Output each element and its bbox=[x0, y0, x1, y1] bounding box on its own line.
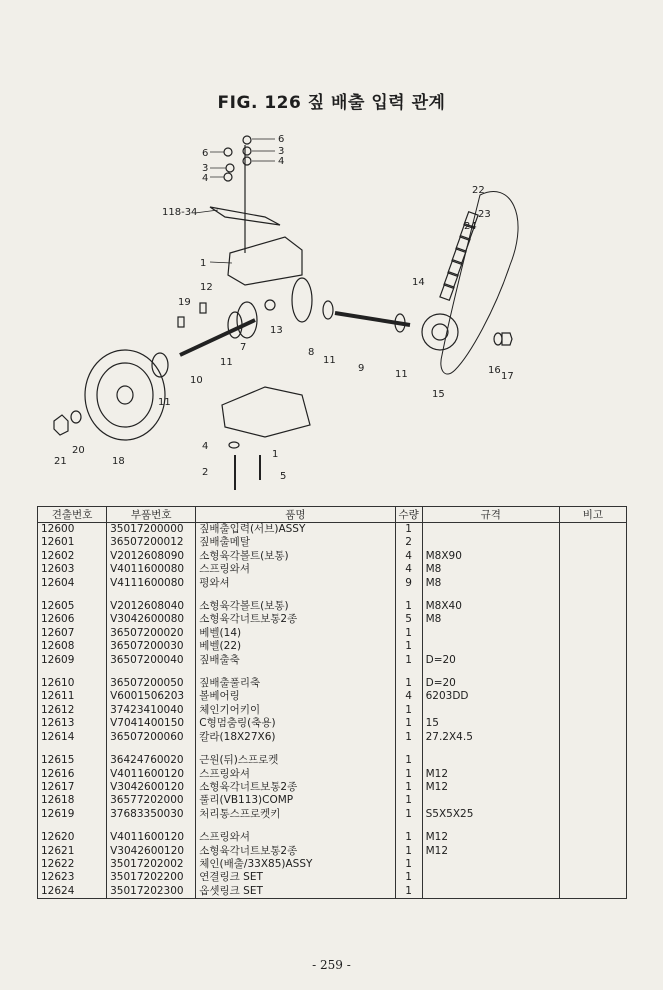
callout: 4 bbox=[278, 156, 285, 167]
table-row bbox=[38, 885, 627, 899]
cell-spec: M12 bbox=[422, 768, 559, 781]
table-row bbox=[38, 717, 627, 730]
cell-index-no: 12618 bbox=[38, 794, 107, 807]
group-spacer bbox=[38, 590, 627, 600]
cell-note bbox=[559, 640, 626, 653]
cell-spec: M12 bbox=[422, 781, 559, 794]
cell-part-name: 소형육각너트보통2종 bbox=[196, 613, 395, 626]
cell-part-name: 베벨(22) bbox=[196, 640, 395, 653]
cell-note bbox=[559, 808, 626, 821]
cell-part-no: V4011600120 bbox=[107, 831, 196, 844]
parts-table bbox=[37, 506, 627, 899]
cell-quantity: 1 bbox=[395, 871, 422, 884]
cell-quantity: 1 bbox=[395, 600, 422, 613]
diagram-canvas bbox=[40, 125, 630, 500]
cell-part-name: 베벨(14) bbox=[196, 627, 395, 640]
cell-quantity: 1 bbox=[395, 704, 422, 717]
callout: 22 bbox=[472, 185, 485, 196]
cell-spec: D=20 bbox=[422, 677, 559, 690]
table-row bbox=[38, 627, 627, 640]
cell-part-no: V3042600120 bbox=[107, 781, 196, 794]
callout: 18 bbox=[112, 456, 125, 467]
table-row bbox=[38, 808, 627, 821]
cell-part-no: 36507200060 bbox=[107, 731, 196, 744]
group-spacer bbox=[38, 744, 627, 754]
cell-part-name: 짚배출메탈 bbox=[196, 536, 395, 549]
callout: 2 bbox=[202, 467, 209, 478]
cell-part-name: 연결링크 SET bbox=[196, 871, 395, 884]
cell-index-no: 12615 bbox=[38, 754, 107, 767]
cell-index-no: 12608 bbox=[38, 640, 107, 653]
cell-part-no: 37423410040 bbox=[107, 704, 196, 717]
cell-spec: M8 bbox=[422, 577, 559, 590]
cell-note bbox=[559, 768, 626, 781]
cell-note bbox=[559, 717, 626, 730]
cell-index-no: 12622 bbox=[38, 858, 107, 871]
cell-note bbox=[559, 781, 626, 794]
cell-note bbox=[559, 550, 626, 563]
callout: 7 bbox=[240, 342, 247, 353]
header-part-name: 품명 bbox=[196, 507, 395, 523]
cell-index-no: 12602 bbox=[38, 550, 107, 563]
cell-index-no: 12611 bbox=[38, 690, 107, 703]
cell-part-no: V2012608040 bbox=[107, 600, 196, 613]
table-row bbox=[38, 858, 627, 871]
cell-quantity: 1 bbox=[395, 794, 422, 807]
table-row bbox=[38, 654, 627, 667]
cell-index-no: 12603 bbox=[38, 563, 107, 576]
callout: 5 bbox=[280, 471, 287, 482]
cell-spec bbox=[422, 627, 559, 640]
cell-part-name: 짚배출풀리축 bbox=[196, 677, 395, 690]
cell-quantity: 1 bbox=[395, 717, 422, 730]
table-row bbox=[38, 677, 627, 690]
callout: 12 bbox=[200, 282, 213, 293]
cell-part-no: 36507200030 bbox=[107, 640, 196, 653]
callout: 9 bbox=[358, 363, 365, 374]
header-spec: 규격 bbox=[422, 507, 559, 523]
table-row bbox=[38, 871, 627, 884]
cell-index-no: 12605 bbox=[38, 600, 107, 613]
cell-note bbox=[559, 690, 626, 703]
cell-part-no: 35017202002 bbox=[107, 858, 196, 871]
cell-spec bbox=[422, 536, 559, 549]
cell-note bbox=[559, 704, 626, 717]
cell-part-name: 소형육각너트보통2종 bbox=[196, 781, 395, 794]
cell-part-name: 소형육각볼트(보통) bbox=[196, 600, 395, 613]
cell-index-no: 12617 bbox=[38, 781, 107, 794]
table-row bbox=[38, 794, 627, 807]
table-header-row bbox=[38, 507, 627, 523]
cell-spec: 15 bbox=[422, 717, 559, 730]
cell-quantity: 4 bbox=[395, 550, 422, 563]
cell-note bbox=[559, 677, 626, 690]
callout: 15 bbox=[432, 389, 445, 400]
table-row bbox=[38, 563, 627, 576]
group-spacer bbox=[38, 667, 627, 677]
cell-note bbox=[559, 754, 626, 767]
cell-quantity: 1 bbox=[395, 654, 422, 667]
callout: 16 bbox=[488, 365, 501, 376]
cell-part-no: 36507200050 bbox=[107, 677, 196, 690]
cell-index-no: 12604 bbox=[38, 577, 107, 590]
cell-spec: 27.2X4.5 bbox=[422, 731, 559, 744]
parts-table-body bbox=[38, 523, 627, 899]
callout: 3 bbox=[202, 163, 209, 174]
callout: 20 bbox=[72, 445, 85, 456]
cell-quantity: 5 bbox=[395, 613, 422, 626]
cell-note bbox=[559, 536, 626, 549]
table-row bbox=[38, 536, 627, 549]
cell-spec bbox=[422, 704, 559, 717]
cell-spec: D=20 bbox=[422, 654, 559, 667]
cell-part-name: 풀리(VB113)COMP bbox=[196, 794, 395, 807]
cell-spec bbox=[422, 858, 559, 871]
table-row bbox=[38, 550, 627, 563]
header-quantity: 수량 bbox=[395, 507, 422, 523]
cell-part-no: V6001506203 bbox=[107, 690, 196, 703]
cell-quantity: 4 bbox=[395, 563, 422, 576]
callout: 8 bbox=[308, 347, 315, 358]
cell-note bbox=[559, 794, 626, 807]
cell-spec bbox=[422, 754, 559, 767]
cell-part-name: 옵셋링크 SET bbox=[196, 885, 395, 899]
table-row bbox=[38, 690, 627, 703]
cell-index-no: 12624 bbox=[38, 885, 107, 899]
table-row bbox=[38, 600, 627, 613]
callout: 23 bbox=[478, 209, 491, 220]
cell-note bbox=[559, 627, 626, 640]
cell-index-no: 12613 bbox=[38, 717, 107, 730]
cell-part-no: 35017200000 bbox=[107, 523, 196, 537]
cell-spec: 6203DD bbox=[422, 690, 559, 703]
cell-part-name: 소형육각너트보통2종 bbox=[196, 845, 395, 858]
cell-part-no: 37683350030 bbox=[107, 808, 196, 821]
cell-quantity: 1 bbox=[395, 731, 422, 744]
cell-note bbox=[559, 845, 626, 858]
cell-quantity: 1 bbox=[395, 781, 422, 794]
callout: 17 bbox=[501, 371, 514, 382]
cell-part-name: 체인(배출/33X85)ASSY bbox=[196, 858, 395, 871]
table-row bbox=[38, 781, 627, 794]
cell-index-no: 12614 bbox=[38, 731, 107, 744]
cell-part-name: 스프링와셔 bbox=[196, 768, 395, 781]
cell-part-name: 평와셔 bbox=[196, 577, 395, 590]
cell-part-name: 체인기어키이 bbox=[196, 704, 395, 717]
cell-spec bbox=[422, 885, 559, 899]
cell-part-name: C형멈춤링(축용) bbox=[196, 717, 395, 730]
cell-spec bbox=[422, 523, 559, 537]
table-row bbox=[38, 768, 627, 781]
cell-spec: M12 bbox=[422, 845, 559, 858]
cell-index-no: 12606 bbox=[38, 613, 107, 626]
cell-spec bbox=[422, 640, 559, 653]
cell-part-name: 짚배출입력(서브)ASSY bbox=[196, 523, 395, 537]
callout: 11 bbox=[220, 357, 233, 368]
cell-index-no: 12609 bbox=[38, 654, 107, 667]
cell-part-no: V3042600120 bbox=[107, 845, 196, 858]
callout: 3 bbox=[278, 146, 285, 157]
cell-part-no: V4111600080 bbox=[107, 577, 196, 590]
cell-part-name: 칼라(18X27X6) bbox=[196, 731, 395, 744]
cell-spec bbox=[422, 871, 559, 884]
cell-spec: M12 bbox=[422, 831, 559, 844]
cell-index-no: 12623 bbox=[38, 871, 107, 884]
cell-quantity: 1 bbox=[395, 640, 422, 653]
cell-quantity: 4 bbox=[395, 690, 422, 703]
header-note: 비고 bbox=[559, 507, 626, 523]
cell-part-name: 처리통스프로켓키 bbox=[196, 808, 395, 821]
header-index-no: 견출번호 bbox=[38, 507, 107, 523]
table-row bbox=[38, 613, 627, 626]
cell-part-no: V7041400150 bbox=[107, 717, 196, 730]
cell-index-no: 12616 bbox=[38, 768, 107, 781]
cell-quantity: 1 bbox=[395, 627, 422, 640]
cell-part-no: V4011600080 bbox=[107, 563, 196, 576]
cell-note bbox=[559, 523, 626, 537]
table-row bbox=[38, 577, 627, 590]
callout: 1 bbox=[272, 449, 279, 460]
callout-numbers bbox=[54, 134, 514, 482]
callout: 13 bbox=[270, 325, 283, 336]
callout: 118-34 bbox=[162, 207, 198, 218]
cell-part-no: V2012608090 bbox=[107, 550, 196, 563]
cell-part-name: 볼베어링 bbox=[196, 690, 395, 703]
callout: 14 bbox=[412, 277, 425, 288]
cell-part-name: 짚배출축 bbox=[196, 654, 395, 667]
cell-spec: M8X40 bbox=[422, 600, 559, 613]
cell-part-no: 36424760020 bbox=[107, 754, 196, 767]
callout: 1 bbox=[200, 258, 207, 269]
cell-note bbox=[559, 885, 626, 899]
cell-quantity: 1 bbox=[395, 768, 422, 781]
cell-spec: M8 bbox=[422, 613, 559, 626]
cell-spec: M8 bbox=[422, 563, 559, 576]
cell-note bbox=[559, 600, 626, 613]
cell-quantity: 1 bbox=[395, 831, 422, 844]
cell-index-no: 12600 bbox=[38, 523, 107, 537]
cell-spec: M8X90 bbox=[422, 550, 559, 563]
cell-note bbox=[559, 858, 626, 871]
cell-note bbox=[559, 563, 626, 576]
cell-part-no: V4011600120 bbox=[107, 768, 196, 781]
cell-note bbox=[559, 731, 626, 744]
cell-note bbox=[559, 654, 626, 667]
cell-part-no: 35017202200 bbox=[107, 871, 196, 884]
callout: 11 bbox=[323, 355, 336, 366]
cell-part-name: 소형육각볼트(보통) bbox=[196, 550, 395, 563]
table-row bbox=[38, 704, 627, 717]
group-spacer bbox=[38, 821, 627, 831]
cell-quantity: 1 bbox=[395, 754, 422, 767]
cell-index-no: 12621 bbox=[38, 845, 107, 858]
cell-part-no: 35017202300 bbox=[107, 885, 196, 899]
cell-note bbox=[559, 613, 626, 626]
table-row bbox=[38, 845, 627, 858]
cell-quantity: 1 bbox=[395, 858, 422, 871]
figure-title: FIG. 126 짚 배출 입력 관계 bbox=[217, 93, 446, 113]
page-number: - 259 - bbox=[312, 958, 351, 972]
cell-index-no: 12620 bbox=[38, 831, 107, 844]
callout: 11 bbox=[158, 397, 171, 408]
callout: 6 bbox=[202, 148, 209, 159]
callout: 24 bbox=[464, 221, 477, 232]
cell-quantity: 1 bbox=[395, 808, 422, 821]
cell-part-no: 36577202000 bbox=[107, 794, 196, 807]
cell-quantity: 1 bbox=[395, 845, 422, 858]
callout: 11 bbox=[395, 369, 408, 380]
callout: 19 bbox=[178, 297, 191, 308]
cell-index-no: 12619 bbox=[38, 808, 107, 821]
table-row bbox=[38, 731, 627, 744]
callout: 10 bbox=[190, 375, 203, 386]
table-row bbox=[38, 754, 627, 767]
callout: 4 bbox=[202, 441, 209, 452]
cell-note bbox=[559, 831, 626, 844]
cell-quantity: 1 bbox=[395, 523, 422, 537]
cell-note bbox=[559, 871, 626, 884]
cell-part-no: 36507200040 bbox=[107, 654, 196, 667]
cell-index-no: 12607 bbox=[38, 627, 107, 640]
cell-part-name: 스프링와셔 bbox=[196, 563, 395, 576]
table-row bbox=[38, 831, 627, 844]
cell-index-no: 12612 bbox=[38, 704, 107, 717]
cell-quantity: 1 bbox=[395, 885, 422, 899]
cell-quantity: 9 bbox=[395, 577, 422, 590]
table-row bbox=[38, 640, 627, 653]
cell-part-name: 근원(뒤)스프로켓 bbox=[196, 754, 395, 767]
cell-part-no: V3042600080 bbox=[107, 613, 196, 626]
cell-part-no: 36507200012 bbox=[107, 536, 196, 549]
header-part-no: 부품번호 bbox=[107, 507, 196, 523]
cell-index-no: 12601 bbox=[38, 536, 107, 549]
table-row bbox=[38, 523, 627, 537]
cell-part-no: 36507200020 bbox=[107, 627, 196, 640]
callout: 6 bbox=[278, 134, 285, 145]
cell-spec: S5X5X25 bbox=[422, 808, 559, 821]
cell-note bbox=[559, 577, 626, 590]
callout: 21 bbox=[54, 456, 67, 467]
cell-spec bbox=[422, 794, 559, 807]
callout: 4 bbox=[202, 173, 209, 184]
exploded-parts-diagram bbox=[40, 125, 630, 500]
cell-index-no: 12610 bbox=[38, 677, 107, 690]
cell-quantity: 1 bbox=[395, 677, 422, 690]
cell-part-name: 스프링와셔 bbox=[196, 831, 395, 844]
cell-quantity: 2 bbox=[395, 536, 422, 549]
